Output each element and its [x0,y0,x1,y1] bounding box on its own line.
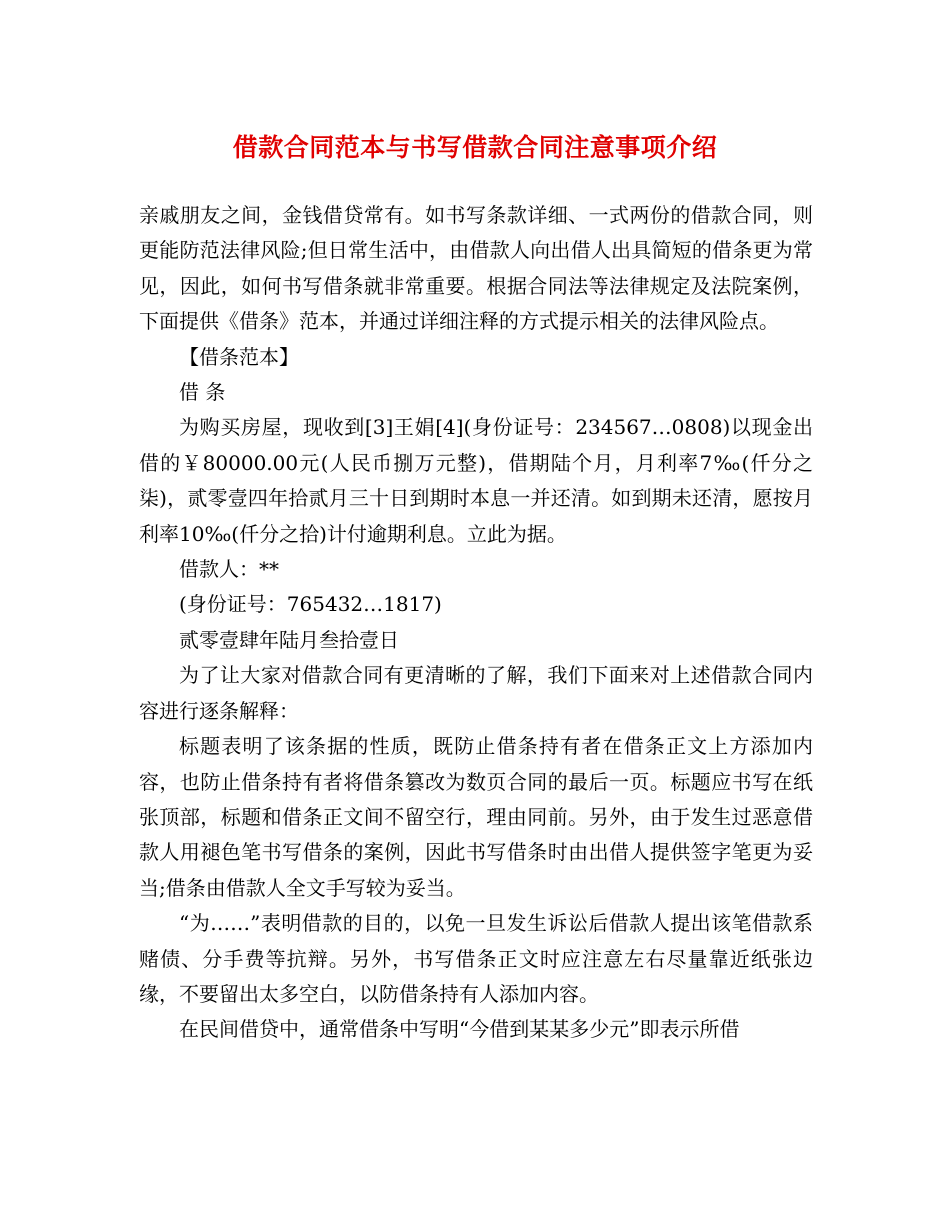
paragraph-intro: 亲戚朋友之间，金钱借贷常有。如书写条款详细、一式两份的借款合同，则更能防范法律风险;但日常生活中，由借款人向出借人出具简短的借条更为常见，因此，如何书写借条就非常重要。根据合同法等法律规定及法院案例，下面提供《借条》范本，并通过详细注释的方式提示相关的法律风险点。 [139,203,813,334]
paragraph-borrower-id: (身份证号：765432…1817) [179,592,442,617]
paragraph-borrower: 借款人：** [179,557,279,582]
paragraph-lending-note: 在民间借贷中，通常借条中写明“今借到某某多少元”即表示所借 [179,1017,740,1042]
paragraph-iou-title: 借 条 [179,380,226,405]
paragraph-date: 贰零壹肆年陆月叁拾壹日 [179,627,399,652]
document-title: 借款合同范本与书写借款合同注意事项介绍 [232,133,718,162]
paragraph-purpose-note: “为……”表明借款的目的，以免一旦发生诉讼后借款人提出该笔借款系赌债、分手费等抗辩。另外，书写借条正文时应注意左右尽量靠近纸张边缘，不要留出太多空白，以防借条持有人添加内容。 [139,911,813,1006]
paragraph-iou-body: 为购买房屋，现收到[3]王娟[4](身份证号：234567…0808)以现金出借的￥80000.00元(人民币捌万元整)，借期陆个月，月利率7‰(仟分之柒)，贰零壹四年拾贰月三十日到期时本息一并还清。如到期未还清，愿按月利率10‰(仟分之拾)计付逾期利息。立此为据。 [139,415,813,546]
document-body [139,198,813,1048]
paragraph-sample-heading: 【借条范本】 [179,344,299,369]
paragraph-title-note: 标题表明了该条据的性质，既防止借条持有者在借条正文上方添加内容，也防止借条持有者将借条篡改为数页合同的最后一页。标题应书写在纸张顶部，标题和借条正文间不留空行，理由同前。另外，由于发生过恶意借款人用褪色笔书写借条的案例，因此书写借条时由出借人提供签字笔更为妥当;借条由借款人全文手写较为妥当。 [139,734,813,900]
paragraph-explanation-intro: 为了让大家对借款合同有更清晰的了解，我们下面来对上述借款合同内容进行逐条解释： [139,663,813,723]
